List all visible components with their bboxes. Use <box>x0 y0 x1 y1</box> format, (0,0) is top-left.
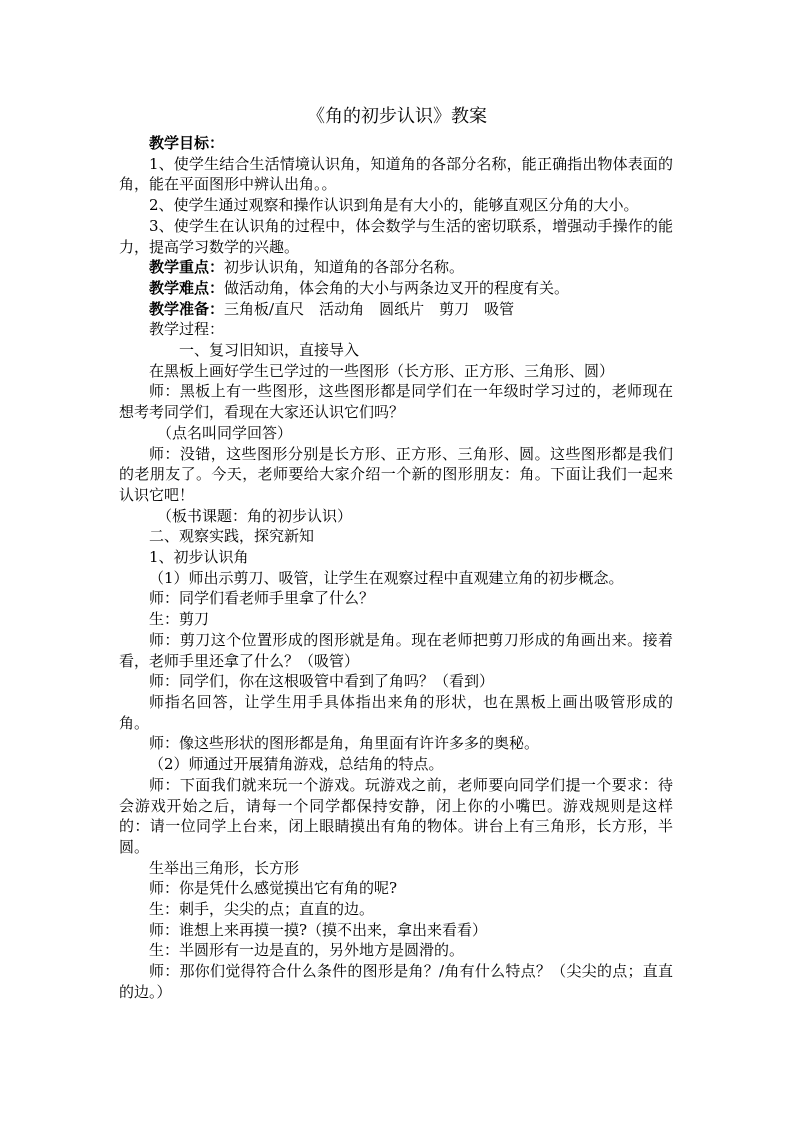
paragraph: 师：像这些形状的图形都是角，角里面有许许多多的奥秘。 <box>149 734 540 753</box>
paragraph: 师：那你们觉得符合什么条件的图形是角？/角有什么特点？（尖尖的点；直直的边。） <box>119 962 673 1001</box>
paragraph: 师指名回答，让学生用手具体指出来角的形状，也在黑板上画出吸管形成的角。 <box>119 692 673 732</box>
paragraph: （2）师通过开展猜角游戏，总结角的特点。 <box>149 755 444 774</box>
document-title: 《角的初步认识》教案 <box>307 106 487 127</box>
prep-label: 教学准备： <box>149 299 225 318</box>
preparation <box>119 299 673 320</box>
paragraph: 师：没错，这些图形分别是长方形、正方形、三角形、圆。这些图形都是我们的老朋友了。今天，老师要给大家介绍一个新的图形朋友：角。下面让我们一起来认识它吧！ <box>119 444 673 504</box>
key-text: 初步认识角，知道角的各部分名称。 <box>224 258 465 277</box>
paragraph: 师：同学们，你在这根吸管中看到了角吗？（看到） <box>149 672 495 691</box>
paragraph: （板书课题：角的初步认识） <box>157 506 353 525</box>
paragraph: 师：黑板上有一些图形，这些图形都是同学们在一年级时学习过的，老师现在想考考同学们，看现在大家还认识它们吗？ <box>119 382 673 422</box>
diff-label: 教学难点： <box>149 278 225 297</box>
goal-1: 1、使学生结合生活情境认识角，知道角的各部分名称，能正确指出物体表面的角，能在平面图形中辨认出角。。 <box>119 154 673 194</box>
difficulty <box>119 278 673 299</box>
paragraph: 生举出三角形，长方形 <box>149 858 300 877</box>
key-label: 教学重点： <box>149 258 225 277</box>
paragraph: （1）师出示剪刀、吸管，让学生在观察过程中直观建立角的初步概念。 <box>149 568 624 587</box>
paragraph: 师：谁想上来再摸一摸?（摸不出来，拿出来看看） <box>149 920 488 939</box>
paragraph: 生：剪刀 <box>149 610 210 629</box>
section-2-heading: 二、观察实践，探究新知 <box>149 527 315 546</box>
goal-2: 2、使学生通过观察和操作认识到角是有大小的，能够直观区分角的大小。 <box>149 196 639 215</box>
goal-heading: 教学目标： <box>149 134 225 152</box>
subsection-heading: 1、初步认识角 <box>149 548 249 567</box>
paragraph: 师：你是凭什么感觉摸出它有角的呢? <box>149 879 398 898</box>
paragraph: （点名叫同学回答） <box>157 423 293 442</box>
section-1-heading: 一、复习旧知识，直接导入 <box>179 341 360 360</box>
process-heading: 教学过程： <box>149 320 225 339</box>
goal-3: 3、使学生在认识角的过程中，体会数学与生活的密切联系，增强动手操作的能力，提高学习数学的兴趣。 <box>119 216 673 256</box>
paragraph: 在黑板上画好学生已学过的一些图形（长方形、正方形、三角形、圆） <box>149 361 615 380</box>
paragraph: 师：剪刀这个位置形成的图形就是角。现在老师把剪刀形成的角画出来。接着看，老师手里还拿了什么？（吸管） <box>119 630 673 670</box>
paragraph: 生：刺手，尖尖的点；直直的边。 <box>149 900 375 919</box>
paragraph: 师：下面我们就来玩一个游戏。玩游戏之前，老师要向同学们提一个要求：待会游戏开始之后，请每一个同学都保持安静，闭上你的小嘴巴。游戏规则是这样的：请一位同学上台来，闭上眼睛摸出有角的物体。讲台上有三角形，长方形，半圆。 <box>119 775 673 856</box>
paragraph: 生：半圆形有一边是直的，另外地方是圆滑的。 <box>149 941 465 960</box>
diff-text: 做活动角，体会角的大小与两条边叉开的程度有关。 <box>224 278 570 297</box>
paragraph: 师：同学们看老师手里拿了什么？ <box>149 589 375 608</box>
key-point <box>119 257 673 278</box>
document-body <box>119 133 673 1003</box>
prep-text: 三角板/直尺 活动角 圆纸片 剪刀 吸管 <box>224 299 515 318</box>
